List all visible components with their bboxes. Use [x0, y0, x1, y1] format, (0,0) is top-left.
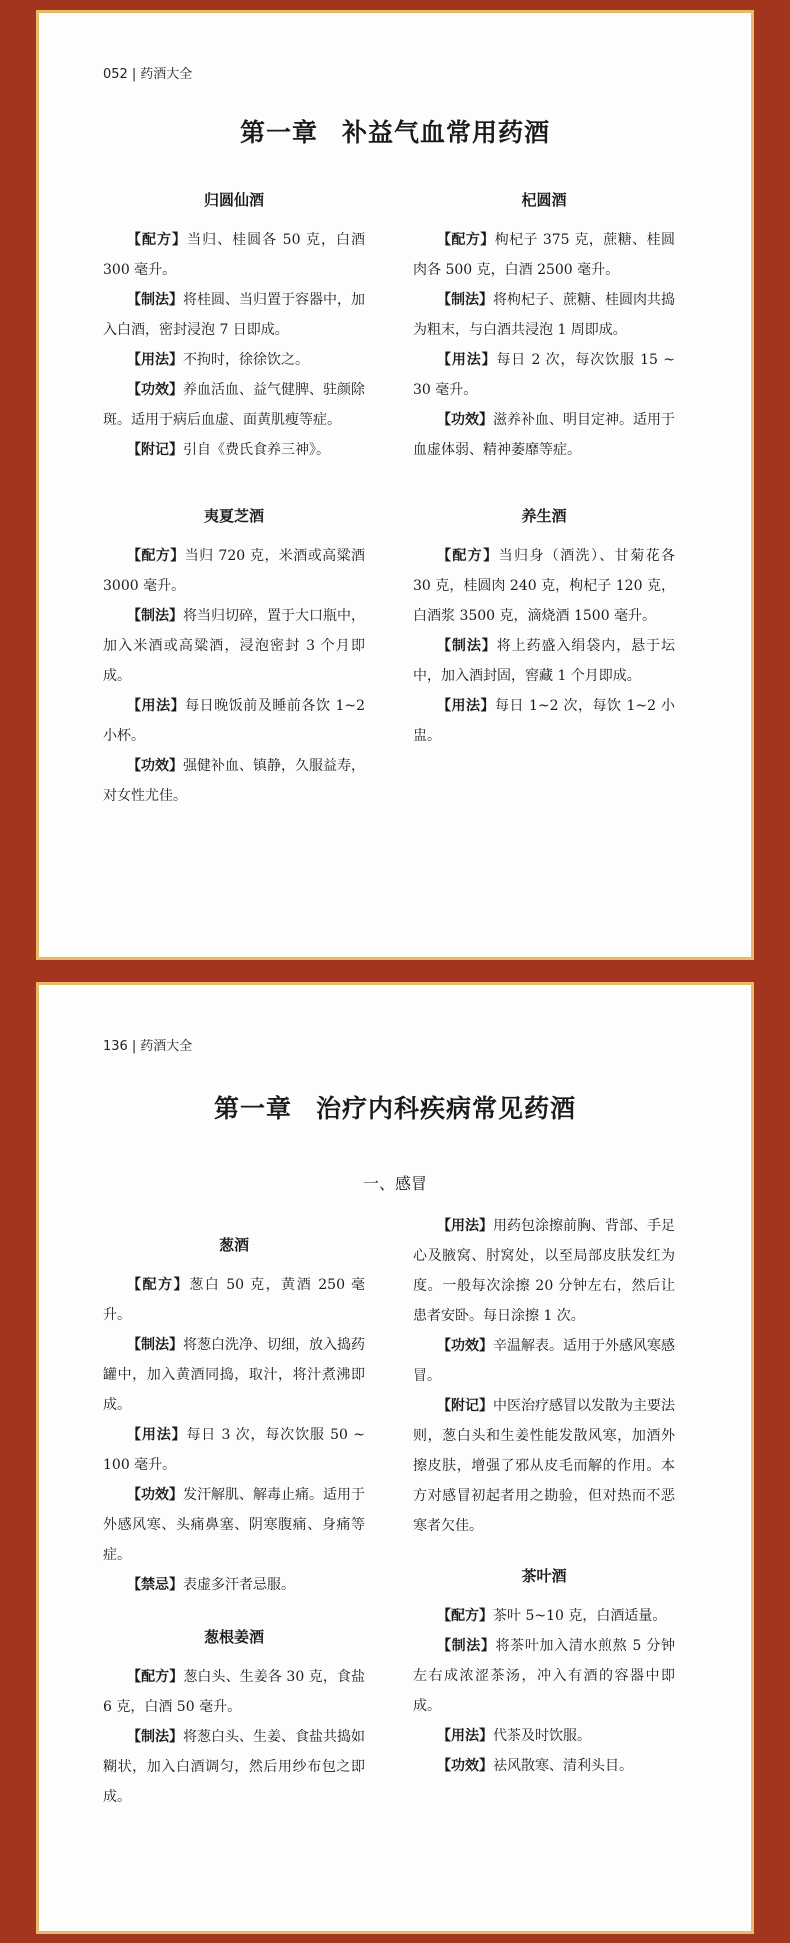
recipe-paragraph	[413, 1601, 675, 1631]
section-tag: 【功效】	[127, 758, 183, 774]
section-text: 每日 2 次，每次饮服 15 ~ 30 毫升。	[413, 352, 675, 398]
section-tag: 【功效】	[437, 1758, 493, 1774]
page-header	[103, 1035, 192, 1054]
section-text: 不拘时，徐徐饮之。	[183, 352, 309, 368]
recipe-paragraph	[103, 435, 365, 465]
section-text: 将枸杞子、蔗糖、桂圆肉共捣为粗末，与白酒共浸泡 1 周即成。	[413, 292, 675, 338]
section-tag: 【用法】	[437, 698, 496, 714]
recipe-paragraph	[413, 541, 675, 631]
section-tag: 【用法】	[437, 352, 497, 368]
page-number: 052	[103, 67, 128, 82]
recipe	[103, 1230, 365, 1600]
section-text: 用药包涂擦前胸、背部、手足心及腋窝、肘窝处，以至局部皮肤发红为度。一般每次涂擦 20 分钟左右，然后让患者安卧。每日涂擦 1 次。	[413, 1218, 675, 1324]
section-tag: 【配方】	[127, 232, 188, 248]
page-number: 136	[103, 1039, 128, 1054]
section-text: 每日 1~2 次，每饮 1~2 小盅。	[413, 698, 675, 744]
section-text: 养血活血、益气健脾、驻颜除斑。适用于病后血虚、面黄肌瘦等症。	[103, 382, 365, 428]
recipe-paragraph	[103, 541, 365, 601]
section-text: 葱白头、生姜各 30 克，食盐 6 克，白酒 50 毫升。	[103, 1669, 366, 1715]
recipe-title: 夷夏芝酒	[203, 507, 264, 525]
recipe-paragraph	[103, 345, 365, 375]
recipe	[413, 1561, 675, 1781]
recipe-paragraph	[103, 751, 365, 811]
section-tag: 【功效】	[437, 1338, 493, 1354]
recipe	[413, 501, 675, 751]
section-tag: 【制法】	[127, 292, 183, 308]
recipe-paragraph	[103, 285, 365, 345]
right-column	[413, 1211, 675, 1781]
left-column	[103, 185, 365, 811]
recipe	[103, 185, 365, 465]
recipe-title: 葱酒	[218, 1236, 249, 1254]
section-text: 滋养补血、明目定神。适用于血虚体弱、精神萎靡等症。	[413, 412, 675, 458]
recipe-paragraph	[413, 285, 675, 345]
section-text: 每日晚饭前及睡前各饮 1~2 小杯。	[103, 698, 366, 744]
recipe-paragraph	[413, 1721, 675, 1751]
chapter-number: 第一章	[213, 1094, 292, 1123]
recipe-continued	[413, 1211, 675, 1541]
section-text: 将葱白头、生姜、食盐共捣如糊状，加入白酒调匀，然后用纱布包之即成。	[103, 1729, 365, 1805]
section-tag: 【功效】	[127, 1487, 183, 1503]
section-tag: 【制法】	[127, 608, 183, 624]
page-header	[103, 63, 192, 82]
section-tag: 【配方】	[127, 548, 185, 564]
section-text: 将茶叶加入清水煎熬 5 分钟左右成浓涩茶汤，冲入有酒的容器中即成。	[413, 1638, 675, 1714]
section-text: 祛风散寒、清利头目。	[493, 1758, 633, 1774]
section-text: 每日 3 次，每次饮服 50 ~ 100 毫升。	[103, 1427, 365, 1473]
section-tag: 【用法】	[127, 698, 186, 714]
section-text: 发汗解肌、解毒止痛。适用于外感风寒、头痛鼻塞、阴寒腹痛、身痛等症。	[103, 1487, 365, 1563]
section-tag: 【配方】	[437, 1608, 493, 1624]
section-text: 代茶及时饮服。	[493, 1728, 591, 1744]
chapter-name: 补益气血常用药酒	[342, 118, 551, 147]
section-tag: 【用法】	[127, 1427, 187, 1443]
recipe-paragraph	[103, 375, 365, 435]
left-column	[103, 1230, 365, 1812]
recipe-title: 归圆仙酒	[203, 191, 264, 209]
section-text: 引自《费氏食养三神》。	[183, 442, 330, 458]
section-tag: 【制法】	[437, 1638, 496, 1654]
recipe-paragraph	[103, 1270, 365, 1330]
recipe-paragraph	[103, 601, 365, 691]
book-title: 药酒大全	[140, 67, 193, 82]
section-tag: 【附记】	[437, 1398, 493, 1414]
recipe	[103, 501, 365, 811]
section-text: 葱白 50 克，黄酒 250 毫升。	[103, 1277, 365, 1323]
header-separator: |	[131, 1039, 137, 1054]
right-column	[413, 185, 675, 751]
section-tag: 【配方】	[127, 1277, 190, 1293]
recipe-paragraph	[413, 1211, 675, 1331]
section-tag: 【配方】	[437, 548, 499, 564]
chapter-title	[39, 1089, 751, 1125]
recipe-title: 葱根姜酒	[203, 1628, 264, 1646]
book-page-2	[36, 982, 754, 1934]
section-tag: 【配方】	[437, 232, 495, 248]
recipe-paragraph	[103, 1330, 365, 1420]
section-tag: 【附记】	[127, 442, 183, 458]
recipe-paragraph	[103, 1480, 365, 1570]
section-text: 强健补血、镇静，久服益寿，对女性尤佳。	[103, 758, 365, 804]
section-text: 茶叶 5~10 克，白酒适量。	[493, 1608, 667, 1624]
recipe-paragraph	[413, 225, 675, 285]
section-tag: 【制法】	[437, 638, 497, 654]
recipe-paragraph	[103, 1662, 365, 1722]
recipe-paragraph	[413, 1631, 675, 1721]
section-tag: 【制法】	[437, 292, 493, 308]
section-text: 表虚多汗者忌服。	[183, 1577, 295, 1593]
recipe-paragraph	[103, 1420, 365, 1480]
recipe	[413, 185, 675, 465]
section-text: 当归、桂圆各 50 克，白酒 300 毫升。	[103, 232, 365, 278]
recipe-paragraph	[413, 345, 675, 405]
section-tag: 【用法】	[127, 352, 183, 368]
section-text: 当归 720 克，米酒或高粱酒 3000 毫升。	[103, 548, 365, 594]
section-tag: 【用法】	[437, 1728, 493, 1744]
section-tag: 【功效】	[127, 382, 183, 398]
recipe	[103, 1622, 365, 1812]
recipe-paragraph	[413, 405, 675, 465]
recipe-paragraph	[413, 631, 675, 691]
chapter-number: 第一章	[239, 118, 318, 147]
section-tag: 【配方】	[127, 1669, 184, 1685]
recipe-paragraph	[413, 1751, 675, 1781]
section-text: 中医治疗感冒以发散为主要法则，葱白头和生姜性能发散风寒，加酒外擦皮肤，增强了邪从皮毛而解的作用。本方对感冒初起者用之勘验，但对热而不恶寒者欠佳。	[413, 1398, 675, 1534]
section-tag: 【制法】	[127, 1729, 183, 1745]
recipe-paragraph	[103, 1570, 365, 1600]
section-tag: 【禁忌】	[127, 1577, 183, 1593]
section-text: 将当归切碎，置于大口瓶中，加入米酒或高粱酒，浸泡密封 3 个月即成。	[103, 608, 365, 684]
section-text: 将葱白洗净、切细，放入捣药罐中，加入黄酒同捣，取汁，将汁煮沸即成。	[103, 1337, 365, 1413]
recipe-paragraph	[413, 691, 675, 751]
section-tag: 【制法】	[127, 1337, 183, 1353]
book-page-1	[36, 10, 754, 960]
section-tag: 【功效】	[437, 412, 493, 428]
recipe-paragraph	[413, 1331, 675, 1391]
recipe-paragraph	[413, 1391, 675, 1541]
header-separator: |	[131, 67, 137, 82]
recipe-paragraph	[103, 1722, 365, 1812]
section-text: 枸杞子 375 克，蔗糖、桂圆肉各 500 克，白酒 2500 毫升。	[413, 232, 675, 278]
section-text: 将上药盛入绢袋内，悬于坛中，加入酒封固，窖藏 1 个月即成。	[413, 638, 676, 684]
chapter-name: 治疗内科疾病常见药酒	[316, 1094, 577, 1123]
book-title: 药酒大全	[140, 1039, 193, 1054]
recipe-paragraph	[103, 225, 365, 285]
section-heading: 一、感冒	[362, 1174, 427, 1193]
section-tag: 【用法】	[437, 1218, 493, 1234]
section-text: 将桂圆、当归置于容器中，加入白酒，密封浸泡 7 日即成。	[103, 292, 365, 338]
chapter-title	[39, 113, 751, 149]
recipe-title: 养生酒	[521, 507, 567, 525]
recipe-title: 茶叶酒	[521, 1567, 567, 1585]
section-text: 当归身（酒洗）、甘菊花各 30 克，桂圆肉 240 克，枸杞子 120 克，白酒浆 3500 克，滴烧酒 1500 毫升。	[413, 548, 676, 624]
section-text: 辛温解表。适用于外感风寒感冒。	[413, 1338, 675, 1384]
recipe-paragraph	[103, 691, 365, 751]
recipe-title: 杞圆酒	[521, 191, 567, 209]
